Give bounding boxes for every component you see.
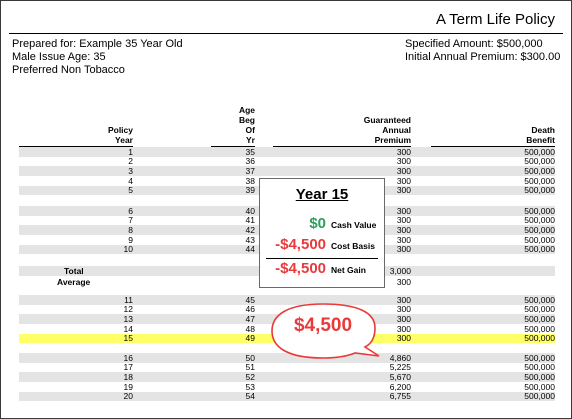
cell-benefit: 500,000: [524, 313, 555, 324]
cell-age: 35: [245, 146, 255, 157]
col-header-death-benefit: Death Benefit: [526, 125, 555, 145]
cell-age: 51: [245, 362, 255, 373]
cell-year: 17: [123, 362, 133, 373]
cell-age: 49: [245, 333, 255, 344]
cell-age: 44: [245, 244, 255, 255]
cell-premium: 4,860: [389, 352, 411, 363]
cell-benefit: 500,000: [524, 224, 555, 235]
cell-year: 15: [123, 333, 133, 344]
cell-benefit: 500,000: [524, 165, 555, 176]
cell-age: 38: [245, 175, 255, 186]
net-gain-label: Net Gain: [331, 265, 366, 275]
cell-year: 12: [123, 304, 133, 315]
cell-premium: 300: [396, 313, 411, 324]
col-header-policy-year: Policy Year: [107, 125, 133, 145]
cell-year: 16: [123, 352, 133, 363]
cell-year: 8: [128, 224, 133, 235]
rating-class: Preferred Non Tobacco: [12, 64, 125, 76]
cell-benefit: 500,000: [524, 333, 555, 344]
cell-year: 20: [123, 391, 133, 402]
cell-benefit: 500,000: [524, 362, 555, 373]
cell-age: 36: [245, 156, 255, 167]
cell-age: 54: [245, 391, 255, 402]
cell-premium: 300: [396, 323, 411, 334]
cell-premium: 300: [396, 304, 411, 315]
popup-title: Year 15: [295, 186, 349, 203]
year-summary-popup: [259, 178, 385, 288]
cell-premium: 300: [396, 234, 411, 245]
total-premium: 3,000: [389, 266, 411, 276]
popup-total-rule: [266, 258, 378, 259]
cost-basis-row: [260, 236, 384, 256]
cell-benefit: 500,000: [524, 175, 555, 186]
cell-year: 1: [128, 146, 133, 157]
cash-value-row: [260, 215, 384, 235]
cell-premium: 6,200: [389, 381, 411, 392]
policy-info: [405, 38, 560, 64]
cell-premium: 300: [396, 294, 411, 305]
cell-premium: 300: [396, 146, 411, 157]
cell-benefit: 500,000: [524, 244, 555, 255]
cell-benefit: 500,000: [524, 205, 555, 216]
cell-age: 50: [245, 352, 255, 363]
callout-amount: $4,500: [293, 315, 353, 336]
cell-age: 48: [245, 323, 255, 334]
prepared-for: Prepared for: Example 35 Year Old: [12, 38, 183, 50]
net-gain-row: [260, 260, 384, 280]
cell-year: 2: [128, 156, 133, 167]
cell-benefit: 500,000: [524, 215, 555, 226]
cell-year: 7: [128, 215, 133, 226]
initial-premium: Initial Annual Premium: $300.00: [405, 51, 561, 63]
cell-year: 18: [123, 371, 133, 382]
cell-benefit: 500,000: [524, 185, 555, 196]
cell-age: 45: [245, 294, 255, 305]
cell-benefit: 500,000: [524, 381, 555, 392]
cell-benefit: 500,000: [524, 352, 555, 363]
cell-age: 52: [245, 371, 255, 382]
cash-value-amount: $0: [309, 215, 326, 232]
cell-age: 41: [245, 215, 255, 226]
cell-premium: 300: [396, 333, 411, 344]
cell-age: 53: [245, 381, 255, 392]
cell-age: 40: [245, 205, 255, 216]
cell-benefit: 500,000: [524, 156, 555, 167]
title-rule: [9, 33, 563, 34]
cash-value-label: Cash Value: [331, 220, 377, 230]
cell-benefit: 500,000: [524, 294, 555, 305]
cell-year: 14: [123, 323, 133, 334]
net-gain-amount: -$4,500: [275, 260, 326, 277]
cell-age: 46: [245, 304, 255, 315]
cell-benefit: 500,000: [524, 304, 555, 315]
cell-benefit: 500,000: [524, 323, 555, 334]
cell-age: 43: [245, 234, 255, 245]
cell-age: 42: [245, 224, 255, 235]
col-header-age: Age Beg Of Yr: [238, 105, 255, 145]
cell-age: 39: [245, 185, 255, 196]
cell-premium: 5,670: [389, 371, 411, 382]
cell-premium: 5,225: [389, 362, 411, 373]
cell-benefit: 500,000: [524, 234, 555, 245]
cell-premium: 300: [396, 205, 411, 216]
client-info: [12, 38, 183, 77]
cell-premium: 300: [396, 156, 411, 167]
cost-basis-amount: -$4,500: [275, 236, 326, 253]
specified-amount: Specified Amount: $500,000: [405, 38, 543, 50]
cell-benefit: 500,000: [524, 371, 555, 382]
average-label: Average: [57, 277, 91, 287]
cell-premium: 300: [396, 175, 411, 186]
cell-year: 19: [123, 381, 133, 392]
cell-age: 47: [245, 313, 255, 324]
cost-basis-label: Cost Basis: [331, 241, 375, 251]
cell-year: 11: [124, 294, 133, 305]
cell-premium: 300: [396, 215, 411, 226]
cell-premium: 300: [396, 224, 411, 235]
cell-benefit: 500,000: [524, 146, 555, 157]
cell-premium: 300: [396, 165, 411, 176]
cell-year: 3: [128, 165, 133, 176]
average-premium: 300: [396, 277, 411, 287]
cell-year: 9: [128, 234, 133, 245]
cell-year: 6: [128, 205, 133, 216]
cell-year: 13: [123, 313, 133, 324]
cell-age: 37: [245, 165, 255, 176]
cell-premium: 300: [396, 244, 411, 255]
cell-premium: 6,755: [389, 391, 411, 402]
document-title: A Term Life Policy: [436, 11, 555, 28]
cell-year: 5: [128, 185, 133, 196]
col-header-premium: Guaranteed Annual Premium: [363, 115, 411, 145]
cell-year: 4: [128, 175, 133, 186]
cell-benefit: 500,000: [524, 391, 555, 402]
insured-details: Male Issue Age: 35: [12, 51, 106, 63]
total-label: Total: [64, 266, 84, 276]
cell-premium: 300: [396, 185, 411, 196]
cell-year: 10: [123, 244, 133, 255]
